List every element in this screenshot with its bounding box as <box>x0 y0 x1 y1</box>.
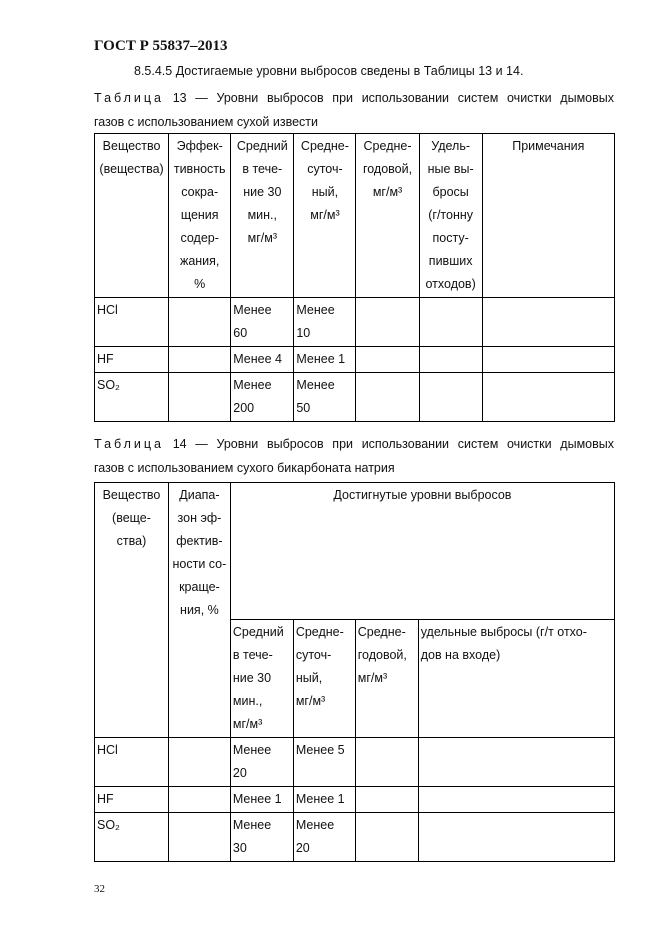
t14-h-annual: Средне- годовой, мг/м³ <box>355 620 418 738</box>
t14-h-range: Диапа- зон эф- фектив- ности со- краще- ния, % <box>168 483 230 738</box>
table-row: SO₂ Менее 30 Менее 20 <box>95 813 615 862</box>
t14-h-specific: удельные выбросы (г/т отхо- дов на входе) <box>418 620 614 738</box>
t13-h-efficiency: Эффек- тивность сокра- щения содер- жания, % <box>169 134 231 298</box>
table-row: HCl Менее 20 Менее 5 <box>95 738 615 787</box>
table-row: HF Менее 1 Менее 1 <box>95 787 615 813</box>
table13-caption: Таблица 13 — Уровни выбросов при использовании систем очистки дымовых газов с использованием сухой извести <box>94 91 614 129</box>
table13-header-row <box>95 134 615 298</box>
paragraph-8-5-4-5: 8.5.4.5 Достигаемые уровни выбросов сведены в Таблицы 13 и 14. <box>134 64 524 78</box>
t14-h-achieved: Достигнутые уровни выбросов <box>230 483 614 620</box>
table-row: HF Менее 4 Менее 1 <box>95 347 615 373</box>
t13-h-avg30: Средний в тече- ние 30 мин., мг/м³ <box>231 134 294 298</box>
t13-h-annual: Средне- годовой, мг/м³ <box>356 134 419 298</box>
table-row: SO₂ Менее 200 Менее 50 <box>95 373 615 422</box>
t14-h-substance: Вещество (веще- ства) <box>95 483 169 738</box>
page-number: 32 <box>94 883 105 895</box>
table-13 <box>94 133 615 422</box>
t14-h-daily: Средне- суточ- ный, мг/м³ <box>293 620 355 738</box>
table14-caption: Таблица 14 — Уровни выбросов при использовании систем очистки дымовых газов с использованием сухого бикарбоната натрия <box>94 437 614 475</box>
table-14 <box>94 482 615 862</box>
table-row: HCl Менее 60 Менее 10 <box>95 298 615 347</box>
t14-h-avg30: Средний в тече- ние 30 мин., мг/м³ <box>230 620 293 738</box>
table13-caption-word: Таблица <box>94 91 165 105</box>
t13-h-specific: Удель- ные вы- бросы (г/тонну посту- пивших отходов) <box>419 134 482 298</box>
t13-h-notes: Примечания <box>482 134 614 298</box>
t13-h-daily: Средне- суточ- ный, мг/м³ <box>294 134 356 298</box>
table14-caption-word: Таблица <box>94 437 165 451</box>
document-header: ГОСТ Р 55837–2013 <box>94 38 228 54</box>
t13-h-substance: Вещество (вещества) <box>95 134 169 298</box>
table14-header-row <box>95 483 615 620</box>
